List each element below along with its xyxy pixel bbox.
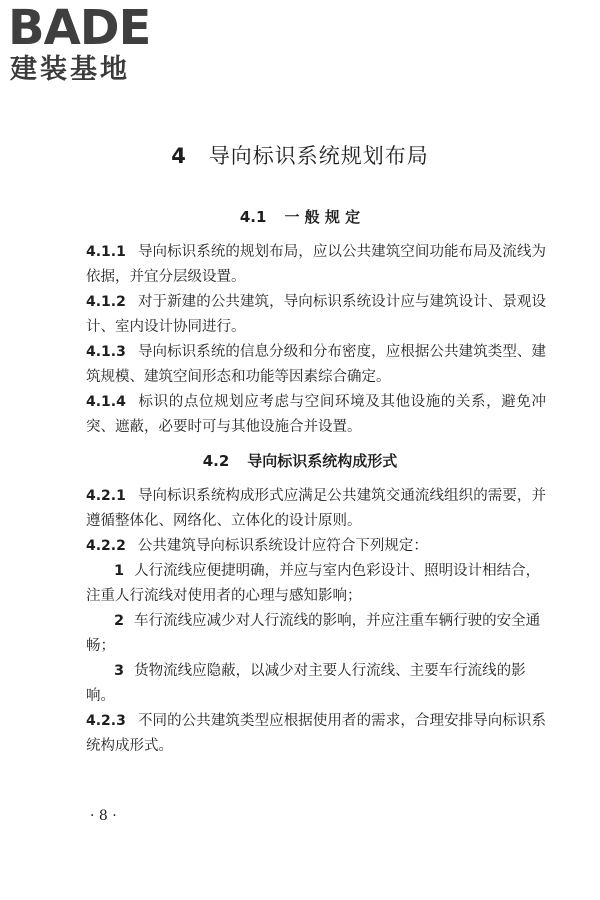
list-item xyxy=(86,609,546,659)
chapter-title-text: 导向标识系统规划布局 xyxy=(208,144,429,168)
clause-4-2-3 xyxy=(86,709,546,759)
clause-4-2-2 xyxy=(86,534,546,559)
item-number: 2 xyxy=(114,613,125,629)
section-title-4-1 xyxy=(0,206,600,227)
bade-logo xyxy=(8,2,178,88)
clause-number: 4.1.1 xyxy=(86,244,126,260)
clause-text: 标识的点位规划应考虑与空间环境及其他设施的关系，避免冲突、遮蔽，必要时可与其他设施合并设置。 xyxy=(86,394,546,435)
item-number: 3 xyxy=(114,663,125,679)
clause-4-1-2 xyxy=(86,290,546,340)
item-text: 人行流线应便捷明确，并应与室内色彩设计、照明设计相结合，注重人行流线对使用者的心理与感知影响； xyxy=(86,563,541,604)
section-title-text: 一 般 规 定 xyxy=(284,208,361,226)
clause-text: 导向标识系统的规划布局，应以公共建筑空间功能布局及流线为依据，并宜分层级设置。 xyxy=(86,244,546,285)
list-item xyxy=(86,559,546,609)
item-text: 货物流线应隐蔽，以减少对主要人行流线、主要车行流线的影响。 xyxy=(86,663,526,704)
item-text: 车行流线应减少对人行流线的影响，并应注重车辆行驶的安全通畅； xyxy=(86,613,541,654)
clause-4-1-3 xyxy=(86,340,546,390)
clause-number: 4.1.2 xyxy=(86,294,126,310)
clause-4-1-1 xyxy=(86,240,546,290)
section-title-4-2 xyxy=(0,450,600,471)
list-item xyxy=(86,659,546,709)
clause-text: 对于新建的公共建筑，导向标识系统设计应与建筑设计、景观设计、室内设计协同进行。 xyxy=(86,294,546,335)
section-number: 4.2 xyxy=(202,452,230,470)
page-number: · 8 · xyxy=(90,808,117,824)
section-number: 4.1 xyxy=(239,208,267,226)
logo-brand: BADE xyxy=(8,0,151,56)
clause-number: 4.1.3 xyxy=(86,344,126,360)
clause-number: 4.2.1 xyxy=(86,488,126,504)
logo-subtitle: 建装基地 xyxy=(10,54,130,85)
clause-text: 导向标识系统的信息分级和分布密度，应根据公共建筑类型、建筑规模、建筑空间形态和功能等因素综合确定。 xyxy=(86,344,546,385)
clause-number: 4.2.2 xyxy=(86,538,126,554)
clause-number: 4.2.3 xyxy=(86,713,126,729)
clause-4-1-4 xyxy=(86,390,546,440)
clause-text: 不同的公共建筑类型应根据使用者的需求，合理安排导向标识系统构成形式。 xyxy=(86,713,546,754)
item-number: 1 xyxy=(114,563,125,579)
clause-text: 导向标识系统构成形式应满足公共建筑交通流线组织的需要，并遵循整体化、网络化、立体化的设计原则。 xyxy=(86,488,546,529)
chapter-number: 4 xyxy=(171,144,187,168)
section-title-text: 导向标识系统构成形式 xyxy=(247,452,398,470)
chapter-title xyxy=(0,140,600,170)
clause-4-2-1 xyxy=(86,484,546,534)
clause-text: 公共建筑导向标识系统设计应符合下列规定： xyxy=(137,538,428,554)
clause-number: 4.1.4 xyxy=(86,394,126,410)
